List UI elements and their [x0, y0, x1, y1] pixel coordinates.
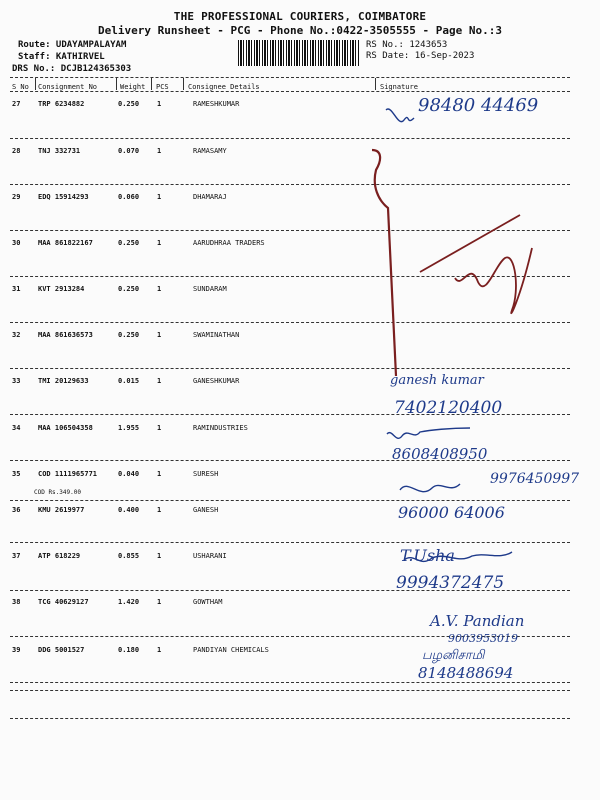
cell-weight: 0.250	[118, 239, 140, 247]
cell-pcs: 1	[157, 377, 162, 385]
cell-sno: 27	[12, 100, 21, 108]
cell-weight: 0.070	[118, 147, 140, 155]
cell-sno: 28	[12, 147, 21, 155]
cell-sno: 39	[12, 646, 21, 654]
handwritten-phone-34: 8608408950	[392, 445, 488, 463]
handwritten-phone-38: 9003953019	[448, 632, 518, 645]
cell-weight: 1.955	[118, 424, 140, 432]
cell-pcs: 1	[157, 147, 162, 155]
col-weight: Weight	[120, 83, 146, 91]
cell-weight: 0.015	[118, 377, 140, 385]
handwritten-name-37: T.Usha	[400, 546, 455, 565]
cod-amount: COD Rs.349.00	[34, 489, 81, 496]
cell-pcs: 1	[157, 646, 162, 654]
cell-consignee: RAMESHKUMAR	[193, 100, 240, 108]
cell-consignment: TCG 40629127	[38, 598, 89, 606]
cell-sno: 29	[12, 193, 21, 201]
check-stroke	[372, 150, 396, 376]
company-title: THE PROFESSIONAL COURIERS, COIMBATORE	[173, 10, 427, 23]
col-sno: S No	[12, 83, 29, 91]
cell-pcs: 1	[157, 331, 162, 339]
cell-weight: 0.060	[118, 193, 140, 201]
rs-number: RS No.: 1243653	[366, 40, 448, 50]
cell-consignee: SWAMINATHAN	[193, 331, 240, 339]
cell-consignee: GANESHKUMAR	[193, 377, 240, 385]
cell-consignment: DDG 5001527	[38, 646, 85, 654]
handwritten-phone-39: 8148488694	[418, 664, 514, 682]
cell-pcs: 1	[157, 598, 162, 606]
cell-consignment: ATP 618229	[38, 552, 81, 560]
rs-date: RS Date: 16-Sep-2023	[366, 51, 475, 61]
scribble-stroke	[455, 248, 532, 313]
cell-weight: 0.400	[118, 506, 140, 514]
cell-weight: 0.250	[118, 100, 140, 108]
cell-sno: 34	[12, 424, 21, 432]
col-pcs: PCS	[156, 83, 169, 91]
handwritten-phone-33: 7402120400	[394, 398, 503, 418]
handwritten-phone-36: 96000 64006	[398, 503, 505, 522]
cell-consignee: DHAMARAJ	[193, 193, 227, 201]
cell-consignee: RAMASAMY	[193, 147, 227, 155]
col-consignment: Consignment No	[38, 83, 98, 91]
cell-sno: 35	[12, 470, 21, 478]
cell-weight: 0.040	[118, 470, 140, 478]
handwritten-phone-35: 9976450997	[490, 471, 580, 487]
signature-stroke-27	[386, 109, 414, 122]
cell-consignment: KMU 2619977	[38, 506, 85, 514]
cell-consignee: PANDIYAN CHEMICALS	[193, 646, 269, 654]
cell-weight: 0.180	[118, 646, 140, 654]
cell-consignment: TMI 20129633	[38, 377, 89, 385]
drs-number: DRS No.: DCJB124365303	[12, 64, 132, 74]
cell-weight: 0.250	[118, 285, 140, 293]
cell-consignment: MAA 861822167	[38, 239, 93, 247]
handwritten-tamil-39: பழனிசாமி	[422, 648, 485, 663]
cell-consignment: TRP 6234882	[38, 100, 85, 108]
cell-consignment: MAA 106504358	[38, 424, 93, 432]
cell-weight: 0.855	[118, 552, 140, 560]
cell-pcs: 1	[157, 193, 162, 201]
cell-consignee: SUNDARAM	[193, 285, 227, 293]
cell-sno: 31	[12, 285, 21, 293]
cell-weight: 0.250	[118, 331, 140, 339]
handwritten-phone-37: 9994372475	[396, 573, 505, 593]
cell-consignment: EDQ 15914293	[38, 193, 89, 201]
cell-consignee: GOWTHAM	[193, 598, 223, 606]
cell-pcs: 1	[157, 470, 162, 478]
cell-consignee: GANESH	[193, 506, 219, 514]
cell-sno: 30	[12, 239, 21, 247]
cell-sno: 33	[12, 377, 21, 385]
col-signature: Signature	[380, 83, 418, 91]
runsheet-subtitle: Delivery Runsheet - PCG - Phone No.:0422-3505555 - Page No.:3	[98, 24, 502, 37]
cell-consignment: KVT 2913284	[38, 285, 85, 293]
closing-rule	[10, 690, 570, 691]
cell-consignee: SURESH	[193, 470, 219, 478]
handwritten-phone-27: 98480 44469	[418, 95, 539, 116]
cell-pcs: 1	[157, 552, 162, 560]
cell-sno: 37	[12, 552, 21, 560]
cell-sno: 38	[12, 598, 21, 606]
col-consignee: Consignee Details	[188, 83, 260, 91]
cell-sno: 36	[12, 506, 21, 514]
cell-consignment: MAA 861636573	[38, 331, 93, 339]
cell-pcs: 1	[157, 239, 162, 247]
signature-stroke-35	[400, 484, 460, 492]
cell-pcs: 1	[157, 506, 162, 514]
cell-consignment: COD 1111965771	[38, 470, 98, 478]
signature-stroke-34	[387, 428, 470, 438]
cell-sno: 32	[12, 331, 21, 339]
route-label: Route: UDAYAMPALAYAM	[18, 40, 127, 50]
handwritten-name-38: A.V. Pandian	[430, 612, 525, 630]
cell-weight: 1.420	[118, 598, 140, 606]
cell-consignee: USHARANI	[193, 552, 227, 560]
cell-consignee: AARUDHRAA TRADERS	[193, 239, 265, 247]
staff-label: Staff: KATHIRVEL	[18, 52, 105, 62]
footer-rule	[10, 718, 570, 719]
diagonal-stroke	[420, 215, 520, 272]
cell-consignment: TNJ 332731	[38, 147, 81, 155]
handwritten-name-33: ganesh kumar	[390, 373, 484, 388]
cell-pcs: 1	[157, 424, 162, 432]
cell-pcs: 1	[157, 100, 162, 108]
cell-consignee: RAMINDUSTRIES	[193, 424, 248, 432]
cell-pcs: 1	[157, 285, 162, 293]
